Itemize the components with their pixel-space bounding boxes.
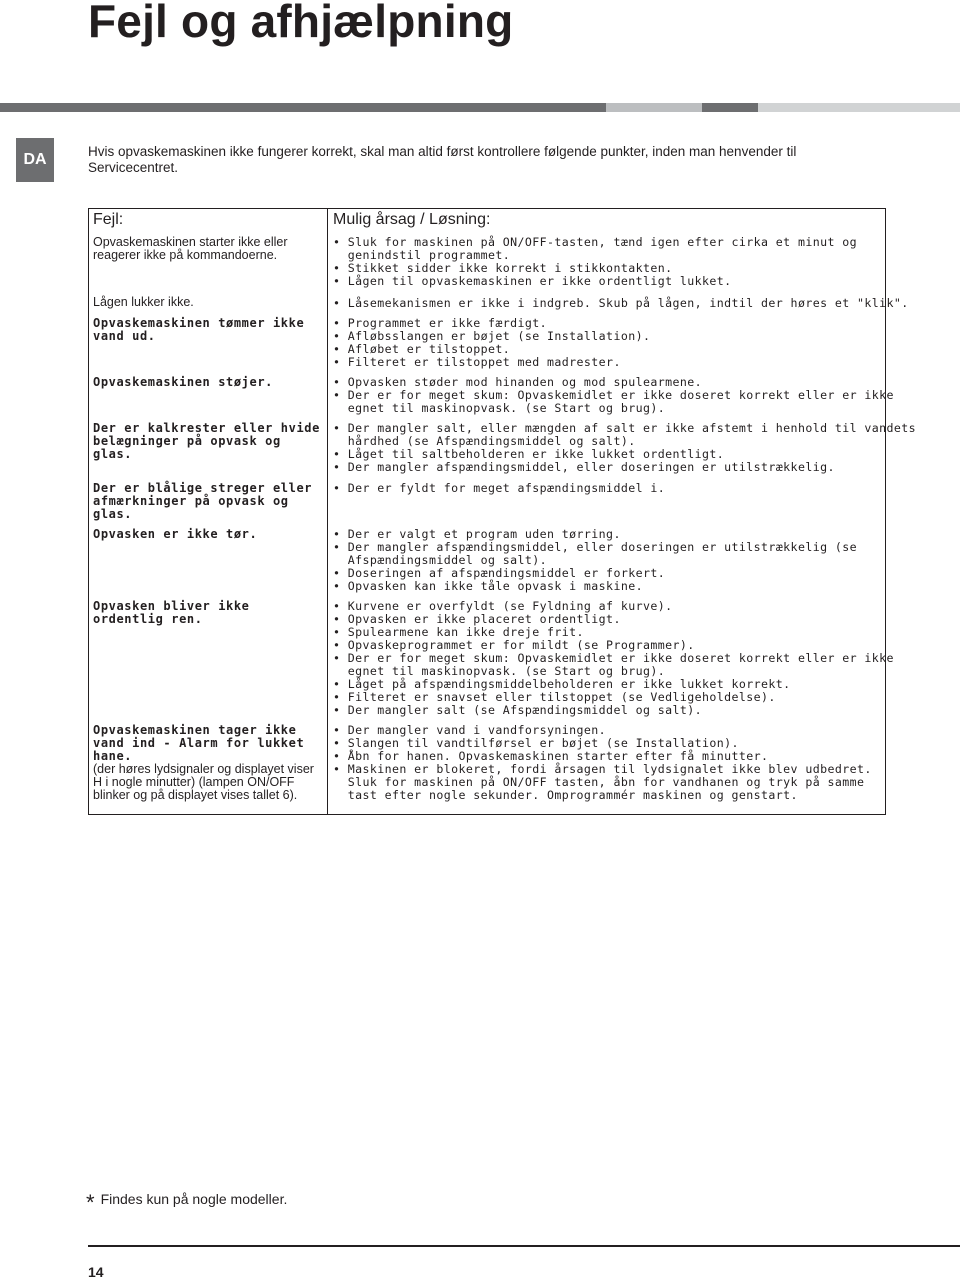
- solution-line: • Sluk for maskinen på ON/OFF-tasten, tænd igen efter cirka et minut og: [333, 235, 857, 249]
- solution-line: hårdhed (se Afspændingsmiddel og salt).: [333, 434, 636, 448]
- title-rule-mid: [702, 103, 758, 112]
- solution-line: • Der mangler salt, eller mængden af salt er ikke afstemt i henhold til vandets: [333, 421, 917, 435]
- solution-list: [333, 296, 909, 310]
- solution-line: • Kurvene er overfyldt (se Fyldning af kurve).: [333, 599, 673, 613]
- fault-column-header: Fejl:: [93, 211, 124, 228]
- solution-list: [333, 482, 883, 495]
- solution-line: • Afløbsslangen er bøjet (se Installation).: [333, 329, 651, 343]
- fault-text: Opvaskemaskinen tømmer ikke vand ud.: [93, 316, 305, 343]
- solution-line: • Stikket sidder ikke korrekt i stikkontakten.: [333, 261, 673, 275]
- fault-note: (der høres lydsignaler og displayet viser H i nogle minutter) (lampen ON/OFF blinker og på displayet vises tallet 6).: [93, 762, 314, 802]
- solution-line: • Filteret er tilstoppet med madrester.: [333, 355, 621, 369]
- solution-line: • Åbn for hanen. Opvaskemaskinen starter efter få minutter.: [333, 749, 769, 763]
- footnote: [86, 1190, 287, 1216]
- troubleshooting-table: [88, 208, 917, 815]
- solution-list: [333, 421, 917, 474]
- solution-line: Afspændingsmiddel og salt).: [333, 553, 548, 567]
- fault-text: Opvaskemaskinen støjer.: [93, 375, 273, 389]
- intro-text: Hvis opvaskemaskinen ikke fungerer korrekt, skal man altid først kontrollere følgende punkter, inden man henvender til Servicecentret.: [88, 144, 797, 175]
- solution-line: Sluk for maskinen på ON/OFF tasten, åbn for vandhanen og tryk på samme: [333, 775, 865, 789]
- fault-text: Der er blålige streger eller afmærkninger på opvask og glas.: [93, 481, 313, 521]
- solution-line: • Slangen til vandtilførsel er bøjet (se Installation).: [333, 736, 739, 750]
- solution-line: • Lågen til opvaskemaskinen er ikke ordentligt lukket.: [333, 274, 732, 288]
- solution-line: • Opvaskeprogrammet er for mildt (se Programmer).: [333, 638, 695, 652]
- solution-line: • Der er valgt et program uden tørring.: [333, 527, 621, 541]
- solution-line: • Der mangler salt (se Afspændingsmiddel og salt).: [333, 703, 703, 717]
- solution-line: • Der er for meget skum: Opvaskemidlet er ikke doseret korrekt eller er ikke: [333, 388, 894, 402]
- fault-text: Opvasken er ikke tør.: [93, 527, 258, 541]
- solution-list: [333, 375, 894, 415]
- solution-line: • Doseringen af afspændingsmiddel er forkert.: [333, 566, 666, 580]
- footnote-text: Findes kun på nogle modeller.: [100, 1191, 288, 1207]
- solution-line: • Der er fyldt for meget afspændingsmiddel i.: [333, 481, 666, 495]
- solution-line: • Filteret er snavset eller tilstoppet (se Vedligeholdelse).: [333, 690, 776, 704]
- title-rule-pale: [758, 103, 960, 112]
- solution-line: egnet til maskinopvask. (se Start og brug).: [333, 664, 666, 678]
- fault-text: Lågen lukker ikke.: [93, 295, 194, 309]
- solution-line: egnet til maskinopvask. (se Start og brug).: [333, 401, 666, 415]
- solution-line: tast efter nogle sekunder. Omprogrammér maskinen og genstart.: [333, 788, 798, 802]
- solution-line: • Låget til saltbeholderen er ikke lukket ordentligt.: [333, 447, 725, 461]
- title-rule-light: [606, 103, 702, 112]
- solution-line: • Låsemekanismen er ikke i indgreb. Skub på lågen, indtil der høres et "klik".: [333, 296, 909, 310]
- solution-line: • Afløbet er tilstoppet.: [333, 342, 511, 356]
- title-rule-dark: [0, 103, 606, 112]
- solution-line: • Der mangler afspændingsmiddel, eller doseringen er utilstrækkelig (se: [333, 540, 857, 554]
- solution-line: • Der mangler vand i vandforsyningen.: [333, 723, 607, 737]
- solution-list: [333, 724, 883, 802]
- solution-line: • Maskinen er blokeret, fordi årsagen til lydsignalet ikke blev udbedret.: [333, 762, 872, 776]
- solution-list: [333, 599, 894, 717]
- solution-line: • Låget på afspændingsmiddelbeholderen er ikke lukket korrekt.: [333, 677, 791, 691]
- fault-text: Der er kalkrester eller hvide belægninger på opvask og glas.: [93, 421, 320, 461]
- solution-line: • Spulearmene kan ikke dreje frit.: [333, 625, 584, 639]
- page-title: Fejl og afhjælpning: [88, 0, 514, 47]
- solution-list: [333, 317, 883, 369]
- footnote-marker: *: [86, 1190, 95, 1215]
- solution-column-header: Mulig årsag / Løsning:: [333, 211, 491, 228]
- fault-text: Opvaskemaskinen tager ikke vand ind - Alarm for lukket hane.: [93, 723, 305, 763]
- bottom-rule: [88, 1245, 960, 1247]
- solution-line: • Opvasken kan ikke tåle opvask i maskine.: [333, 579, 643, 593]
- fault-cell: [93, 724, 323, 802]
- solution-line: • Programmet er ikke færdigt.: [333, 316, 548, 330]
- fault-text: Opvasken bliver ikke ordentlig ren.: [93, 599, 250, 626]
- solution-line: • Der mangler afspændingsmiddel, eller doseringen er utilstrækkelig.: [333, 460, 835, 474]
- solution-line: genindstil programmet.: [333, 248, 511, 262]
- fault-text: Opvaskemaskinen starter ikke eller reagerer ikke på kommandoerne.: [93, 235, 288, 262]
- page-number: 14: [88, 1264, 104, 1280]
- language-badge: DA: [16, 138, 54, 182]
- solution-list: [333, 528, 883, 593]
- solution-line: • Der er for meget skum: Opvaskemidlet er ikke doseret korrekt eller er ikke: [333, 651, 894, 665]
- solution-line: • Opvasken er ikke placeret ordentligt.: [333, 612, 621, 626]
- column-divider: [327, 209, 328, 814]
- solution-list: [333, 236, 883, 288]
- solution-line: • Opvasken støder mod hinanden og mod spulearmene.: [333, 375, 703, 389]
